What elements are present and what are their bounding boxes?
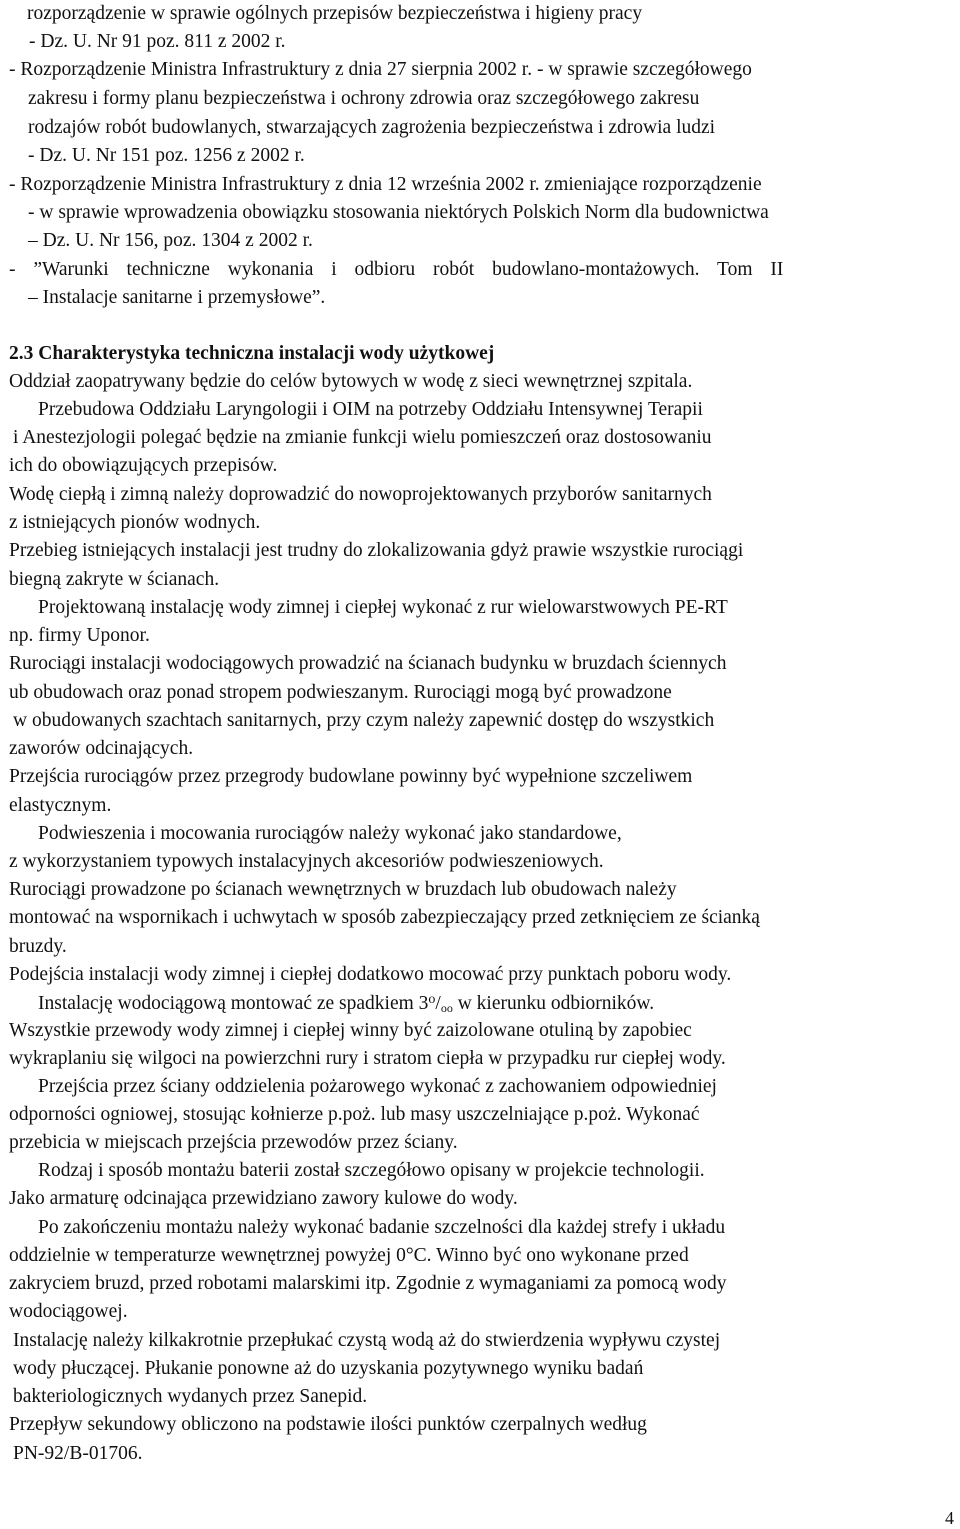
text-line: ich do obowiązujących przepisów. — [9, 455, 278, 476]
text-line: z istniejących pionów wodnych. — [9, 512, 261, 533]
text-line: montować na wspornikach i uchwytach w sposób zabezpieczający przed zetknięciem ze ścianką — [9, 907, 760, 928]
text-line: Projektowaną instalację wody zimnej i ciepłej wykonać z rur wielowarstwowych PE-RT — [38, 597, 728, 618]
text-line: biegną zakryte w ścianach. — [9, 569, 220, 590]
text-line: PN-92/B-01706. — [13, 1443, 143, 1464]
text-line: Oddział zaopatrywany będzie do celów bytowych w wodę z sieci wewnętrznej szpitala. — [9, 371, 693, 392]
text-line: rozporządzenie w sprawie ogólnych przepisów bezpieczeństwa i higieny pracy — [27, 3, 643, 24]
text-line: zakresu i formy planu bezpieczeństwa i ochrony zdrowia oraz szczegółowego zakresu — [28, 88, 700, 109]
text-line: wodociągowej. — [9, 1301, 128, 1322]
text-line: wody płuczącej. Płukanie ponowne aż do uzyskania pozytywnego wyniku badań — [13, 1358, 644, 1379]
text-line: rodzajów robót budowlanych, stwarzających zagrożenia bezpieczeństwa i zdrowia ludzi — [28, 117, 716, 138]
text-line: Rodzaj i sposób montażu baterii został szczegółowo opisany w projekcie technologii. — [38, 1160, 705, 1181]
text-line: elastycznym. — [9, 795, 112, 816]
slope-line — [38, 993, 654, 1014]
section-heading: 2.3 Charakterystyka techniczna instalacji wody użytkowej — [9, 343, 495, 364]
text-line: – Dz. U. Nr 156, poz. 1304 z 2002 r. — [28, 230, 313, 251]
text-line: Przebieg istniejących instalacji jest trudny do zlokalizowania gdyż prawie wszystkie rurociągi — [9, 540, 744, 561]
text-line: np. firmy Uponor. — [9, 625, 150, 646]
text-line: Podwieszenia i mocowania rurociągów należy wykonać jako standardowe, — [38, 823, 622, 844]
slope-slash: / — [435, 993, 441, 1014]
text-line: Jako armaturę odcinająca przewidziano zawory kulowe do wody. — [9, 1188, 518, 1209]
text-line: - Dz. U. Nr 91 poz. 811 z 2002 r. — [29, 31, 286, 52]
text-line: - ”Warunki techniczne wykonania i odbioru robót budowlano-montażowych. Tom II — [9, 259, 784, 280]
text-line: z wykorzystaniem typowych instalacyjnych akcesoriów podwieszeniowych. — [9, 851, 604, 872]
text-line: Po zakończeniu montażu należy wykonać badanie szczelności dla każdej strefy i układu — [38, 1217, 726, 1238]
text-line: odporności ogniowej, stosując kołnierze p.poż. lub masy uszczelniające p.poż. Wykonać — [9, 1104, 700, 1125]
text-line: Przebudowa Oddziału Laryngologii i OIM na potrzeby Oddziału Intensywnej Terapii — [38, 399, 703, 420]
text-line: i Anestezjologii polegać będzie na zmianie funkcji wielu pomieszczeń oraz dostosowaniu — [13, 427, 712, 448]
text-line: Wszystkie przewody wody zimnej i ciepłej winny być zaizolowane otuliną by zapobiec — [9, 1020, 692, 1041]
text-line: zakryciem bruzd, przed robotami malarskimi itp. Zgodnie z wymaganiami za pomocą wody — [9, 1273, 727, 1294]
text-line: przebicia w miejscach przejścia przewodów przez ściany. — [9, 1132, 458, 1153]
text-line: - w sprawie wprowadzenia obowiązku stosowania niektórych Polskich Norm dla budownictwa — [28, 202, 769, 223]
text-line: Przepływ sekundowy obliczono na podstawie ilości punktów czerpalnych według — [9, 1414, 647, 1435]
text-line: bakteriologicznych wydanych przez Sanepid. — [13, 1386, 368, 1407]
text-line: Przejścia rurociągów przez przegrody budowlane powinny być wypełnione szczeliwem — [9, 766, 693, 787]
text-line: w obudowanych szachtach sanitarnych, przy czym należy zapewnić dostęp do wszystkich — [13, 710, 715, 731]
text-line: - Rozporządzenie Ministra Infrastruktury z dnia 27 sierpnia 2002 r. - w sprawie szczegółowego — [9, 59, 752, 80]
text-line: Podejścia instalacji wody zimnej i ciepłej dodatkowo mocować przy punktach poboru wody. — [9, 964, 732, 985]
slope-text-end: w kierunku odbiorników. — [452, 993, 655, 1014]
text-line: Rurociągi instalacji wodociągowych prowadzić na ścianach budynku w bruzdach ściennych — [9, 653, 727, 674]
text-line: Instalację należy kilkakrotnie przepłukać czystą wodą aż do stwierdzenia wypływu czystej — [13, 1330, 721, 1351]
slope-sup: o — [428, 992, 436, 1007]
text-line: oddzielnie w temperaturze wewnętrznej powyżej 0°C. Winno być ono wykonane przed — [9, 1245, 689, 1266]
text-line: zaworów odcinających. — [9, 738, 194, 759]
text-line: - Rozporządzenie Ministra Infrastruktury z dnia 12 września 2002 r. zmieniające rozporządzenie — [9, 174, 762, 195]
text-line: Przejścia przez ściany oddzielenia pożarowego wykonać z zachowaniem odpowiedniej — [38, 1076, 717, 1097]
text-line: bruzdy. — [9, 936, 67, 957]
text-line: - Dz. U. Nr 151 poz. 1256 z 2002 r. — [28, 145, 305, 166]
slope-text: Instalację wodociągową montować ze spadkiem 3 — [38, 993, 429, 1014]
page-number: 4 — [945, 1508, 954, 1528]
text-line: ub obudowach oraz ponad stropem podwieszanym. Rurociągi mogą być prowadzone — [9, 682, 672, 703]
text-line: Rurociągi prowadzone po ścianach wewnętrznych w bruzdach lub obudowach należy — [9, 879, 677, 900]
text-line: – Instalacje sanitarne i przemysłowe”. — [28, 287, 326, 308]
text-line: Wodę ciepłą i zimną należy doprowadzić do nowoprojektowanych przyborów sanitarnych — [9, 484, 712, 505]
slope-sub: oo — [440, 1001, 453, 1015]
text-line: wykraplaniu się wilgoci na powierzchni rury i stratom ciepła w przypadku rur ciepłej wody. — [9, 1048, 726, 1069]
